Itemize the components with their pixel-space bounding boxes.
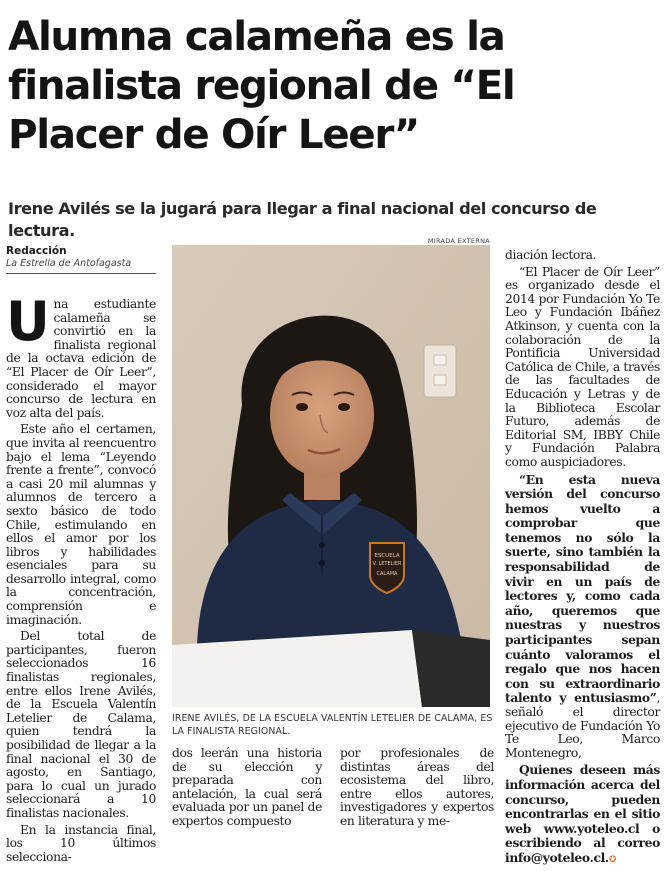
contact-info: Quienes deseen más información acerca del concurso, pueden encontrarlas en el sitio web www.yoteleo.cl o escribiendo al correo info@yoteleo.cl. (505, 762, 660, 865)
quote-text: “En esta nueva versión del concurso hemos vuelto a comprobar que tenemos no sólo la suerte, sino también la responsabilidad de vivir en un país de lectores y, como cada año, queremos que nuestras y nuestros participantes sepan cuánto valoramos el regalo que nos hacen con su extraordinario talento y entusiasmo” (505, 471, 660, 706)
article-column-4 (505, 249, 660, 871)
end-mark-icon: ✪ (608, 854, 617, 865)
paragraph-10 (505, 763, 660, 867)
article-column-1 (6, 290, 156, 867)
paragraph-8: “El Placer de Oír Leer” es organizado desde el 2014 por Fundación Yo Te Leo y Fundación Ibáñez Atkinson, y cuenta con la colaboración de la Pontificia Universidad Católica de Chile, a través de las facultades de Educación y Letras y de la Biblioteca Escolar Futuro, además de Editorial SM, IBBY Chile y Fundación Palabra como auspiciadores. (505, 264, 660, 469)
headline: Alumna calameña es la finalista regional de “El Placer de Oír Leer” (8, 12, 515, 158)
paragraph-9: “En esta nueva versión del concurso hemos vuelto a comprobar que tenemos no sólo la suerte, sino también la responsabilidad de vivir en un país de lectores y, como cada año, queremos que nuestras y nuestros participantes sepan cuánto valoramos el regalo que nos hacen con su extraordinario talento y entusiasmo”, señaló el director ejecutivo de Fundación Yo Te Leo, Marco Montenegro, (505, 471, 660, 760)
article-photo (172, 245, 490, 707)
article-column-2 (172, 747, 322, 832)
paragraph-2: Este año el certamen, que invita al reencuentro bajo el lema “Leyendo frente a frente”, convocó a casi 20 mil alumnas y alumnos de tercero a sexto básico de todo Chile, estimulando en ellos el amor por los libros y habilidades esenciales para su desarrollo integral, como la concentración, comprensión e imaginación. (6, 422, 156, 627)
paragraph-7: diación lectora. (505, 248, 597, 262)
byline-name: Redacción (6, 245, 67, 257)
photo-illustration (172, 245, 490, 707)
byline (6, 245, 156, 274)
drop-cap: U (6, 290, 50, 353)
paragraph-3: Del total de participantes, fueron seleccionados 16 finalistas regionales, entre ellos Irene Avilés, de la Escuela Valentín Letelier de Calama, quien tendrá la posibilidad de llegar a la final nacional el 30 de agosto, en Santiago, para lo cual un jurado seleccionará a 10 finalistas nacionales. (6, 629, 156, 820)
svg-text:V. LETELIER: V. LETELIER (372, 561, 402, 567)
paragraph-1: Una estudiante calameña se convirtió en la finalista regional de la octava edición de “El Placer de Oír Leer”, considerado el mayor concurso de lectura en voz alta del país. (6, 290, 156, 420)
paragraph-4: En la instancia final, los 10 últimos selecciona- (6, 822, 156, 864)
byline-org: La Estrella de Antofagasta (6, 258, 132, 269)
paragraph-6: por profesionales de distintas áreas del ecosistema del libro, entre ellos autores, investigadores y expertos en literatura y me- (340, 746, 494, 828)
photo-caption: IRENE AVILÉS, DE LA ESCUELA VALENTÍN LETELIER DE CALAMA, ES LA FINALISTA REGIONAL. (172, 713, 493, 737)
article-column-3 (340, 747, 494, 832)
svg-text:CALAMA: CALAMA (376, 571, 398, 577)
paragraph-5: dos leerán una historia de su elección y preparada con antelación, la cual será evaluada por un panel de expertos compuesto (172, 746, 322, 828)
svg-text:ESCUELA: ESCUELA (374, 553, 400, 559)
subtitle: Irene Avilés se la jugará para llegar a final nacional del concurso de lectura. (8, 199, 597, 240)
photo-credit: MIRADA EXTERNA (427, 237, 490, 245)
